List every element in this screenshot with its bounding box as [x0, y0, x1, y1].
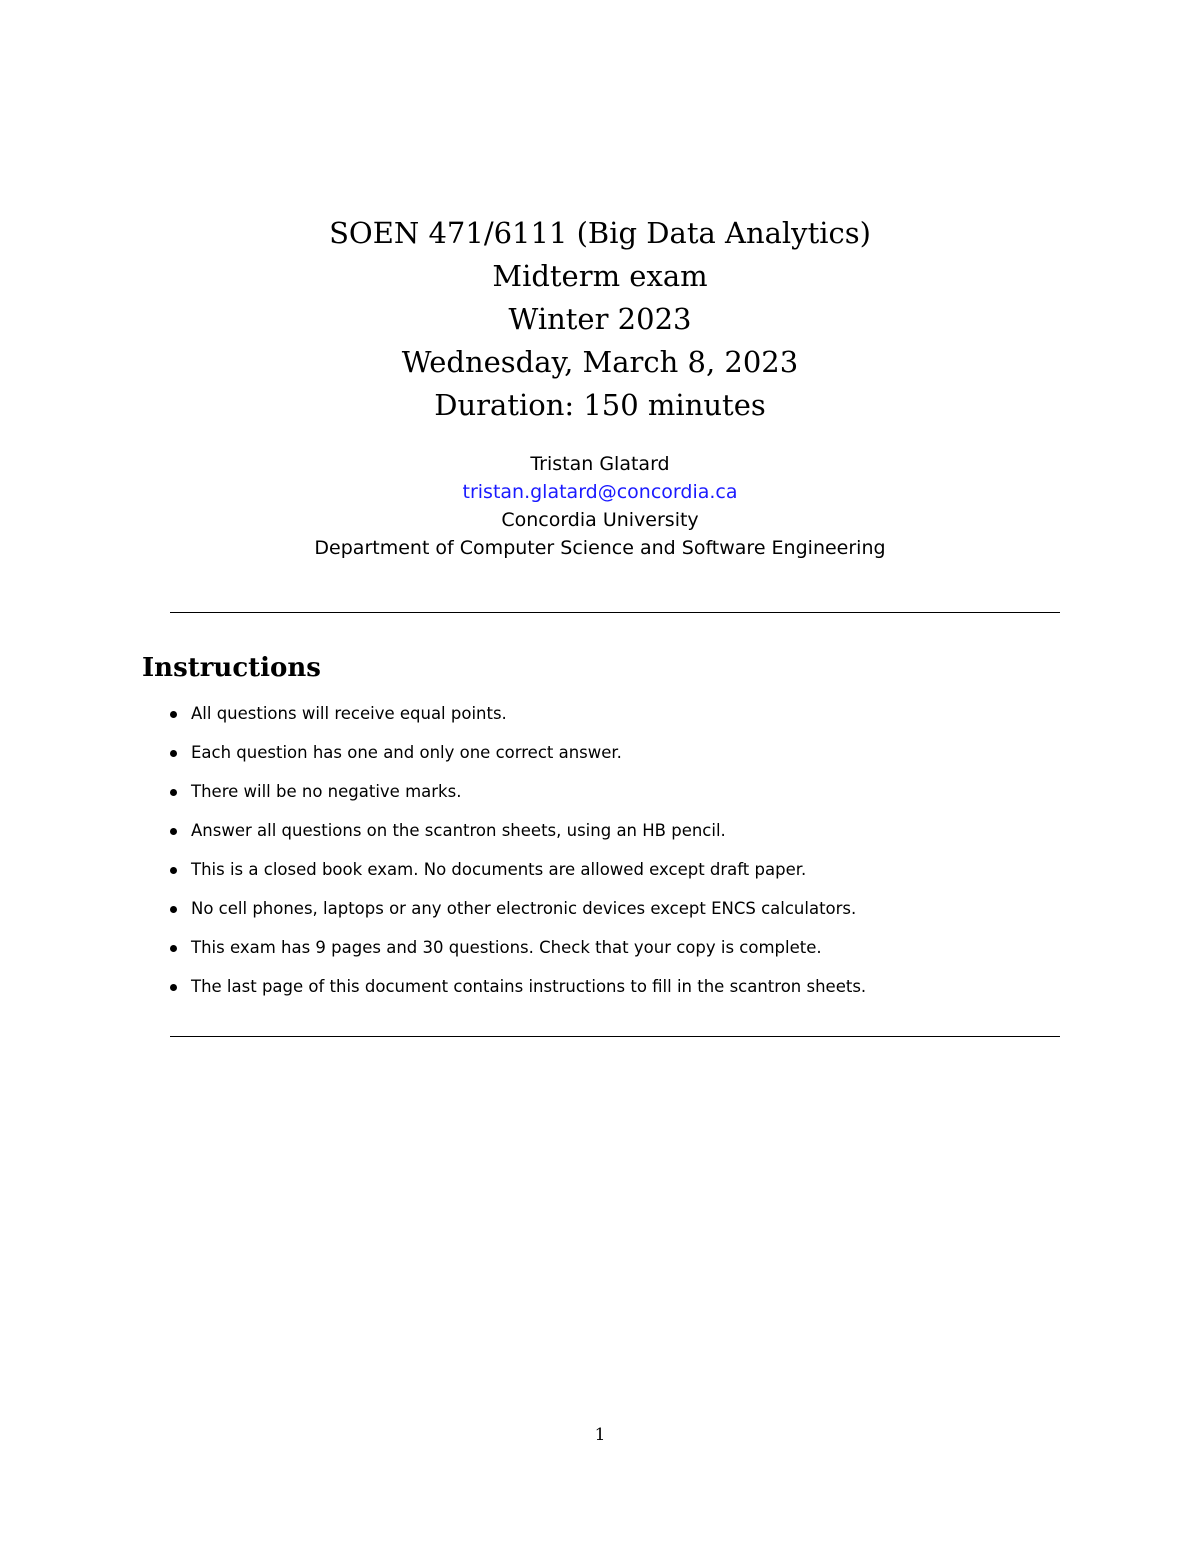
- bullet-icon: [170, 828, 177, 835]
- instruction-item: [166, 700, 1126, 739]
- bullet-icon: [170, 750, 177, 757]
- instruction-text: Answer all questions on the scantron sheets, using an HB pencil.: [191, 821, 726, 840]
- instruction-text: The last page of this document contains instructions to fill in the scantron sheets.: [191, 977, 867, 996]
- author-block: [0, 450, 1200, 562]
- title-block: [0, 212, 1200, 427]
- instruction-text: All questions will receive equal points.: [191, 704, 507, 723]
- bullet-icon: [170, 984, 177, 991]
- author-department: Department of Computer Science and Software Engineering: [314, 537, 886, 559]
- instruction-item: [166, 739, 1126, 778]
- instruction-text: This is a closed book exam. No documents are allowed except draft paper.: [191, 860, 807, 879]
- author-email-link[interactable]: tristan.glatard@concordia.ca: [462, 481, 738, 503]
- instruction-text: This exam has 9 pages and 30 questions. Check that your copy is complete.: [191, 938, 822, 957]
- course-title: SOEN 471/6111 (Big Data Analytics): [329, 216, 871, 250]
- instructions-heading: Instructions: [142, 653, 321, 683]
- instructions-list: [166, 700, 1126, 1012]
- exam-date: Wednesday, March 8, 2023: [401, 345, 799, 379]
- bullet-icon: [170, 789, 177, 796]
- instruction-item: [166, 817, 1126, 856]
- instruction-item: [166, 856, 1126, 895]
- instruction-item: [166, 934, 1126, 973]
- exam-name: Midterm exam: [492, 259, 708, 293]
- exam-duration: Duration: 150 minutes: [434, 388, 766, 422]
- author-university: Concordia University: [501, 509, 699, 531]
- exam-term: Winter 2023: [508, 302, 692, 336]
- instruction-text: Each question has one and only one correct answer.: [191, 743, 622, 762]
- author-name: Tristan Glatard: [530, 453, 670, 475]
- instruction-text: There will be no negative marks.: [191, 782, 462, 801]
- instruction-item: [166, 973, 1126, 1012]
- instruction-text: No cell phones, laptops or any other electronic devices except ENCS calculators.: [191, 899, 857, 918]
- instruction-item: [166, 895, 1126, 934]
- bullet-icon: [170, 906, 177, 913]
- instruction-item: [166, 778, 1126, 817]
- page-number: 1: [594, 1425, 606, 1445]
- bullet-icon: [170, 711, 177, 718]
- bullet-icon: [170, 867, 177, 874]
- bullet-icon: [170, 945, 177, 952]
- bottom-divider: [170, 1036, 1060, 1037]
- top-divider: [170, 612, 1060, 613]
